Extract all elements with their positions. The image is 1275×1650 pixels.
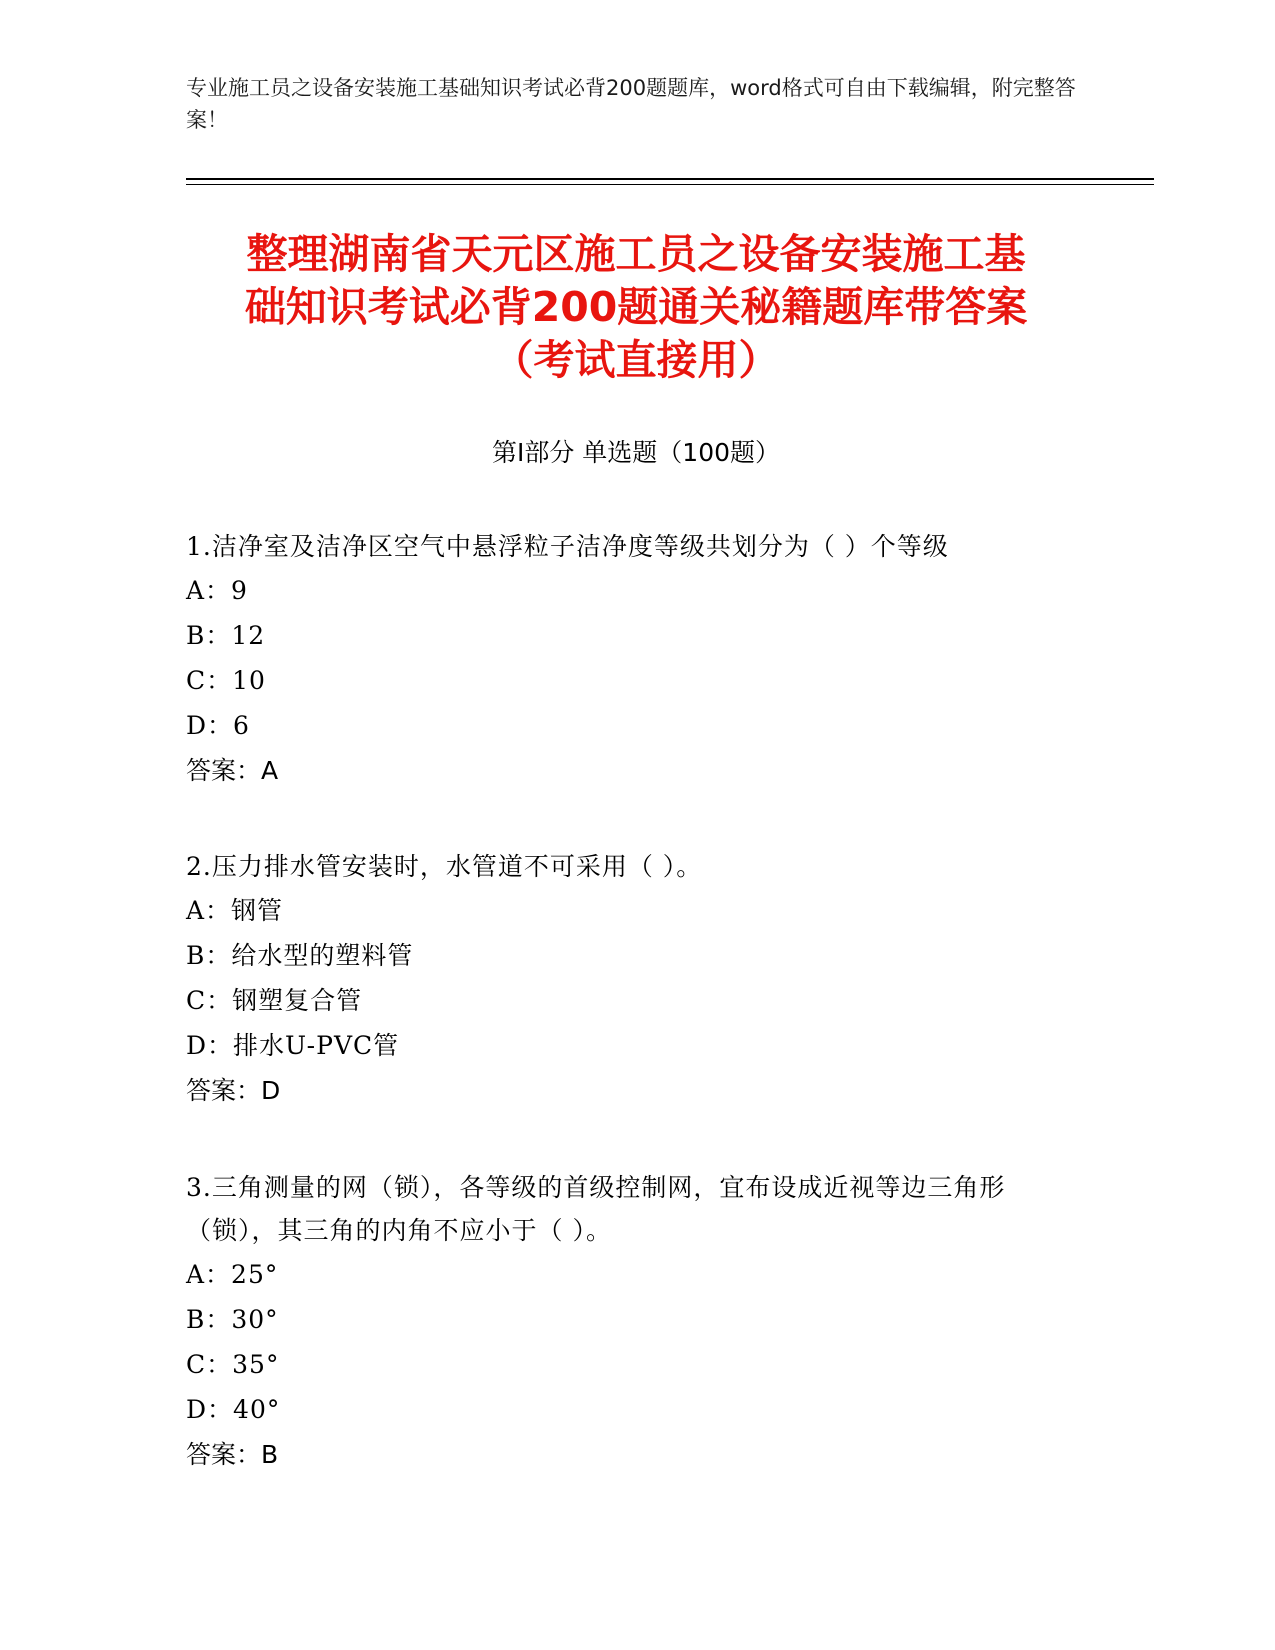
option-c: C：钢塑复合管 [186,986,363,1015]
option-b: B：给水型的塑料管 [186,941,414,970]
title-line: （考试直接用） [492,336,780,384]
header-note: 专业施工员之设备安装施工基础知识考试必背200题题库，word格式可自由下载编辑，附完整答案！ [186,76,1076,132]
question-block [186,1166,1086,1477]
header-divider-thin [186,184,1154,185]
option-c: C：35° [186,1350,280,1379]
answer-line: 答案：B [186,1440,279,1469]
option-b: B：12 [186,621,266,650]
option-d: D：6 [186,711,250,740]
header-divider-thick [186,178,1154,180]
title-line: 整理湖南省天元区施工员之设备安装施工基 [246,230,1026,278]
answer-line: 答案：A [186,756,279,785]
option-a: A：25° [186,1260,279,1289]
option-a: A：9 [186,576,248,605]
option-a: A：钢管 [186,896,284,925]
answer-line: 答案：D [186,1076,281,1105]
question-stem: 3.三角测量的网（锁），各等级的首级控制网，宜布设成近视等边三角形（锁），其三角的内角不应小于（ ）。 [186,1173,1006,1245]
title-line: 础知识考试必背200题通关秘籍题库带答案 [244,283,1028,331]
option-b: B：30° [186,1305,279,1334]
option-d: D：排水U-PVC管 [186,1031,400,1060]
question-block [186,845,1086,1113]
document-title [186,228,1086,387]
option-c: C：10 [186,666,266,695]
question-stem: 1.洁净室及洁净区空气中悬浮粒子洁净度等级共划分为（ ）个等级 [186,532,949,561]
question-block [186,525,1086,793]
option-d: D：40° [186,1395,281,1424]
section-heading: 第Ⅰ部分 单选题（100题） [491,438,781,467]
question-stem: 2.压力排水管安装时，水管道不可采用（ ）。 [186,852,703,881]
